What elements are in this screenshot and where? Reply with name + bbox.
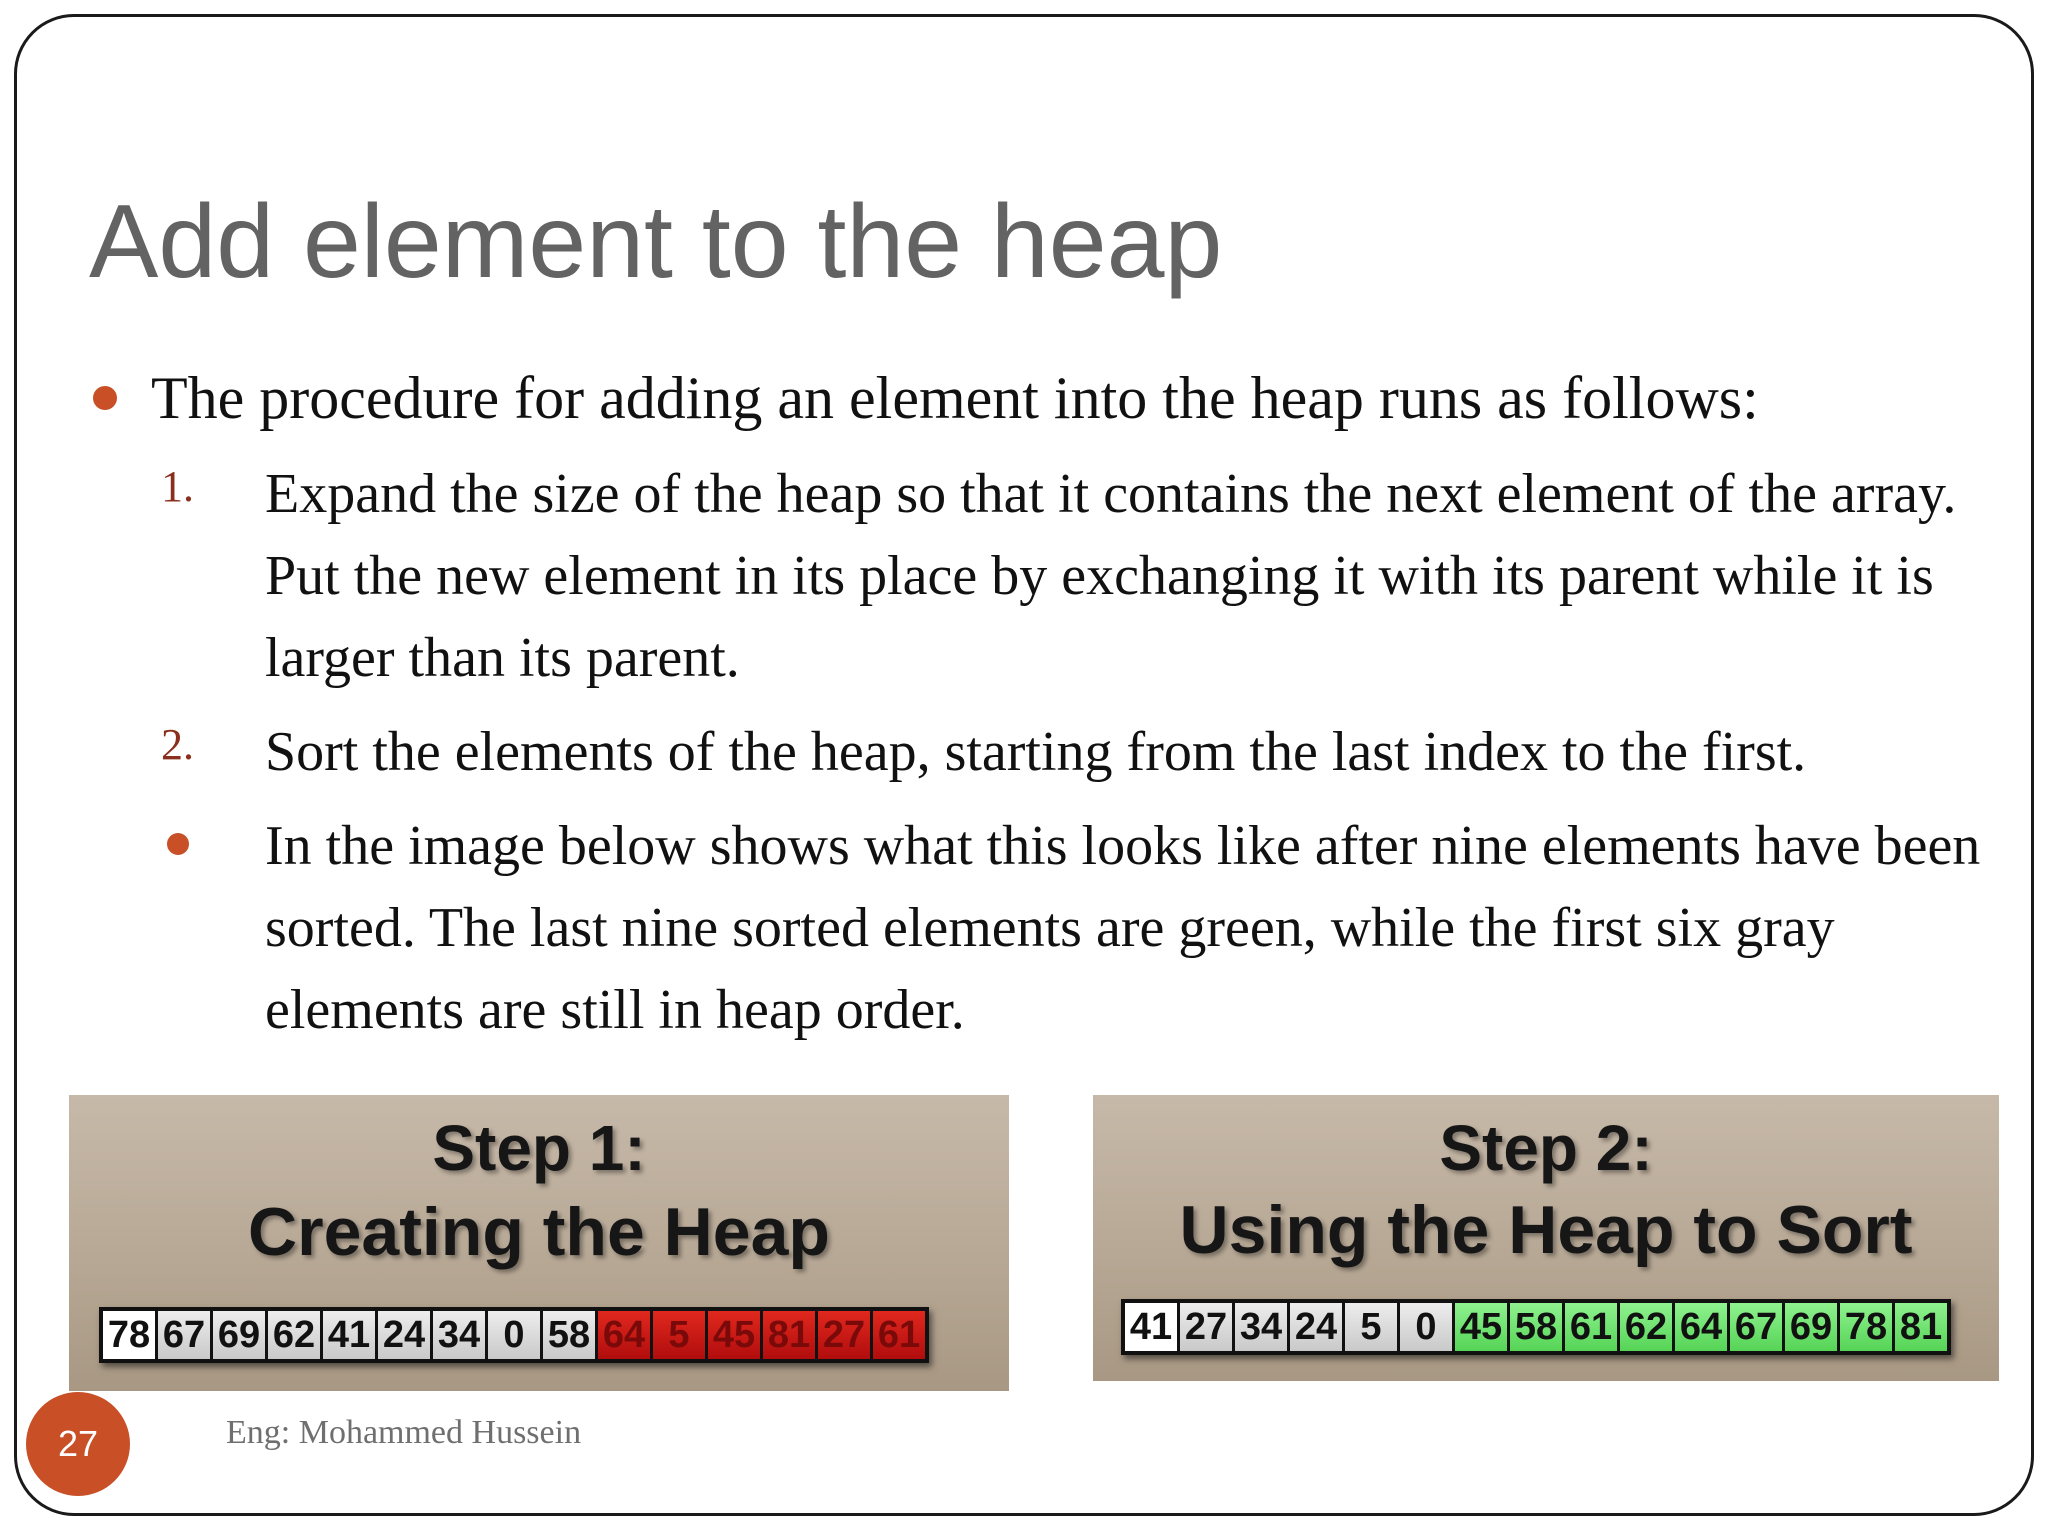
array-cell: 27 [818,1311,870,1359]
array-cell: 5 [653,1311,705,1359]
page-number-badge: 27 [26,1392,130,1496]
step-text: Expand the size of the heap so that it contains the next element of the array. Put the new element in its place by exchanging it with its parent while it is larger than its parent. [265,463,1957,689]
array-cell: 45 [708,1311,760,1359]
array-cell: 69 [213,1311,265,1359]
array-cell: 78 [1840,1303,1892,1351]
array-cell: 58 [543,1311,595,1359]
step-number: 2. [161,720,194,769]
main-bullet-text: The procedure for adding an element into the heap runs as follows: [151,365,1759,431]
step2-heading: Step 2: [1439,1112,1653,1184]
step1-image [69,1095,1009,1391]
array-cell: 0 [488,1311,540,1359]
step2-subheading: Using the Heap to Sort [1179,1192,1913,1268]
array-cell: 0 [1400,1303,1452,1351]
array-cell: 24 [378,1311,430,1359]
sub-bullet-text: In the image below shows what this looks like after nine elements have been sorted. The last nine sorted elements are green, while the first six gray elements are still in heap order. [265,815,1981,1041]
array-cell: 45 [1455,1303,1507,1351]
array-cell: 64 [1675,1303,1727,1351]
step1-subheading: Creating the Heap [248,1194,830,1270]
array-cell: 62 [1620,1303,1672,1351]
slide [14,14,2034,1516]
array-cell: 41 [323,1311,375,1359]
array-cell: 61 [1565,1303,1617,1351]
array-cell: 81 [1895,1303,1947,1351]
bullet-dot-icon [167,833,189,855]
array-cell: 67 [1730,1303,1782,1351]
array-cell: 58 [1510,1303,1562,1351]
array-cell: 81 [763,1311,815,1359]
step1-array [99,1307,929,1363]
array-cell: 61 [873,1311,925,1359]
step-number: 1. [161,462,194,511]
array-cell: 24 [1290,1303,1342,1351]
array-cell: 34 [1235,1303,1287,1351]
step-text: Sort the elements of the heap, starting from the last index to the first. [265,721,1807,783]
array-cell: 64 [598,1311,650,1359]
step1-heading: Step 1: [432,1112,646,1184]
slide-title: Add element to the heap [89,184,1223,300]
array-cell: 67 [158,1311,210,1359]
array-cell: 34 [433,1311,485,1359]
array-cell: 5 [1345,1303,1397,1351]
footer-author: Eng: Mohammed Hussein [226,1414,582,1451]
array-cell: 78 [103,1311,155,1359]
array-cell: 27 [1180,1303,1232,1351]
step2-array [1121,1299,1951,1355]
bullet-dot-icon [93,386,117,410]
array-cell: 69 [1785,1303,1837,1351]
array-cell: 41 [1125,1303,1177,1351]
step2-image [1093,1095,1999,1381]
array-cell: 62 [268,1311,320,1359]
